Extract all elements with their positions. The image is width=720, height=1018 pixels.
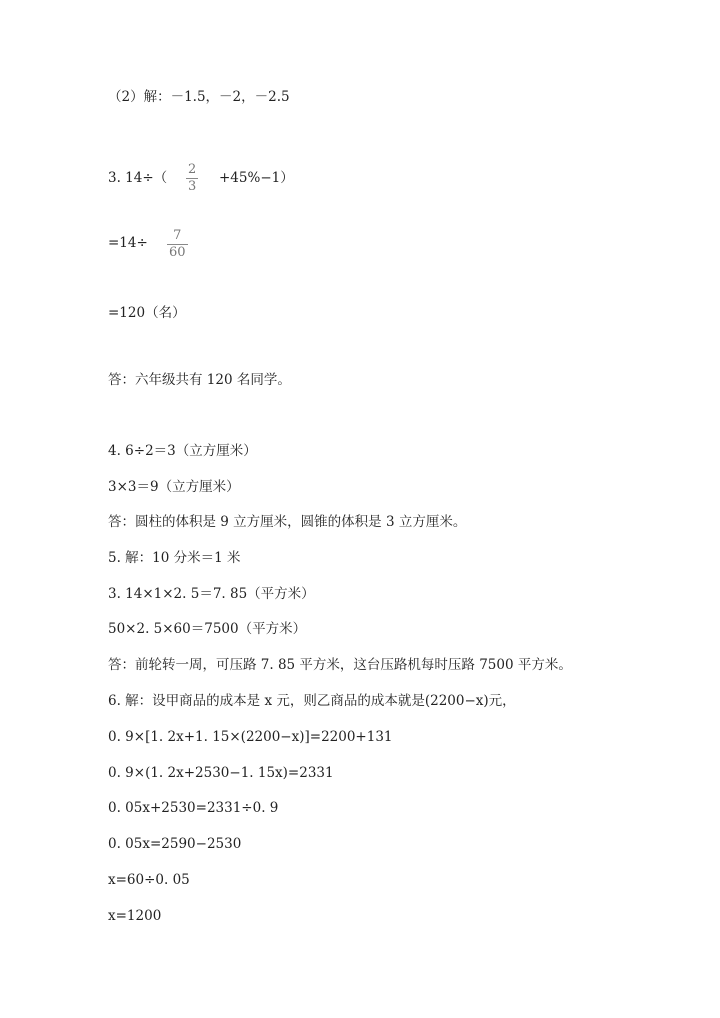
expr-before: 3. 14÷（ — [108, 170, 168, 186]
numerator: 7 — [173, 228, 182, 243]
expr-before: =14÷ — [108, 235, 148, 251]
line-part2-answer: （2）解：－1.5，－2，－2.5 — [108, 89, 290, 105]
fraction-two-thirds — [187, 163, 197, 194]
line: 3×3＝9（立方厘米） — [108, 479, 240, 495]
line: 3. 14×1×2. 5＝7. 85（平方米） — [108, 586, 315, 602]
line: 0. 05x=2590−2530 — [108, 836, 242, 852]
line: 0. 05x+2530=2331÷0. 9 — [108, 800, 279, 816]
numerator: 2 — [188, 162, 197, 177]
denominator: 3 — [188, 179, 197, 194]
fraction-seven-sixtieths — [168, 229, 187, 260]
line: 5. 解：10 分米＝1 米 — [108, 550, 241, 566]
line: 6. 解：设甲商品的成本是 x 元，则乙商品的成本就是(2200−x)元， — [108, 693, 516, 709]
line: x=60÷0. 05 — [108, 872, 190, 888]
line: =120（名） — [108, 305, 186, 321]
expr-after: +45%−1） — [219, 170, 294, 186]
line: 答：圆柱的体积是 9 立方厘米，圆锥的体积是 3 立方厘米。 — [108, 514, 467, 530]
line: 0. 9×[1. 2x+1. 15×(2200−x)]=2200+131 — [108, 729, 393, 745]
line: 答：前轮转一周，可压路 7. 85 平方米，这台压路机每时压路 7500 平方米。 — [108, 657, 572, 673]
line: x=1200 — [108, 908, 162, 924]
line: 答：六年级共有 120 名同学。 — [108, 372, 291, 388]
line: 4. 6÷2＝3（立方厘米） — [108, 443, 257, 459]
line: 0. 9×(1. 2x+2530−1. 15x)=2331 — [108, 765, 334, 781]
line: 50×2. 5×60＝7500（平方米） — [108, 621, 307, 637]
denominator: 60 — [169, 245, 186, 260]
